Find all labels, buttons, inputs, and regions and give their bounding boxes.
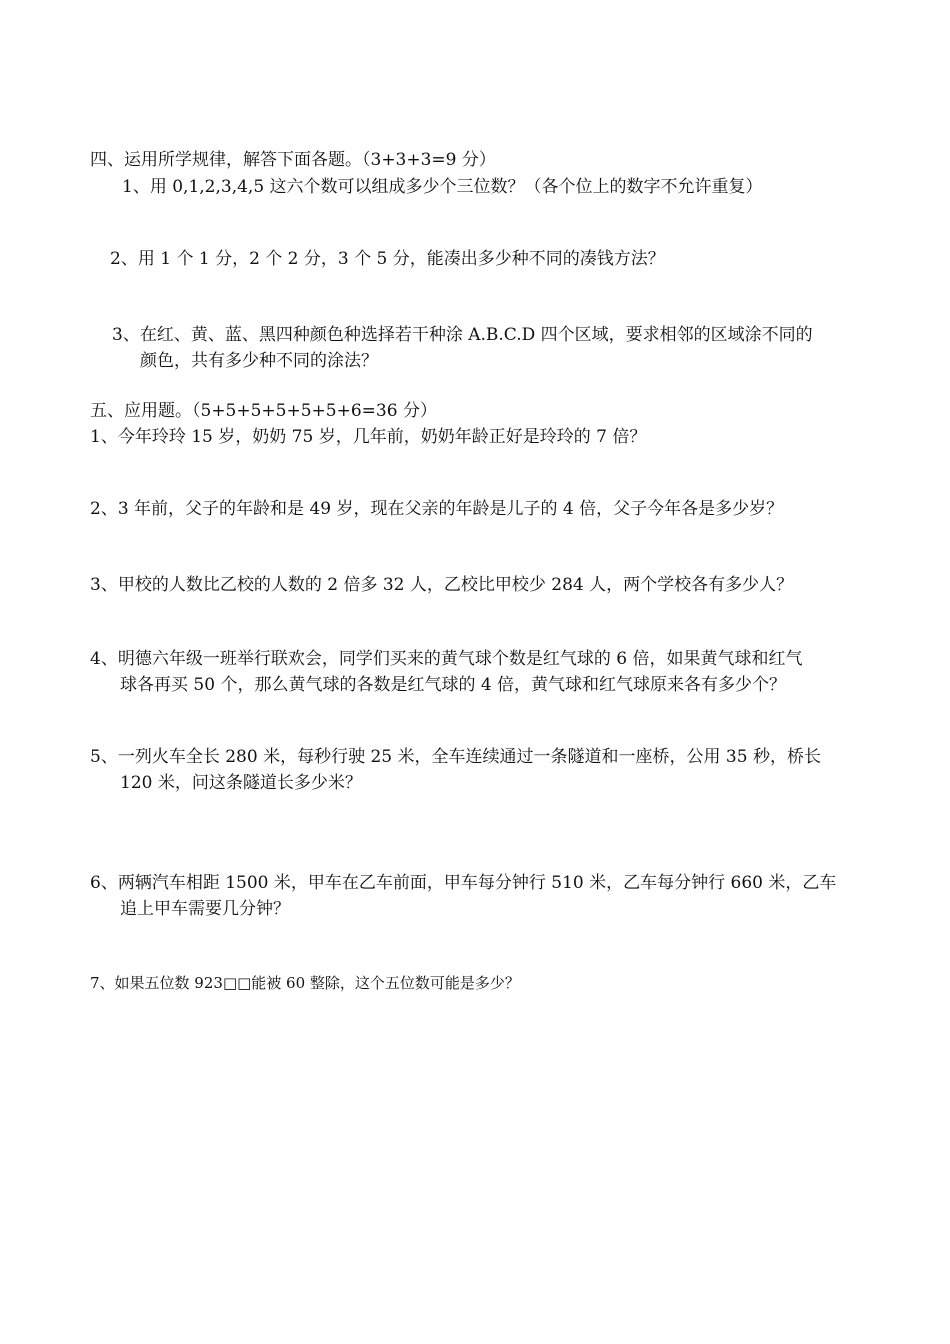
question-4-3-line2: 颜色，共有多少种不同的涂法？ [140, 351, 378, 371]
question-5-6-line1: 6、两辆汽车相距 1500 米，甲车在乙车前面，甲车每分钟行 510 米，乙车每分钟行 660 米，乙车 [90, 873, 837, 893]
question-5-7: 7、如果五位数 923□□能被 60 整除，这个五位数可能是多少？ [90, 974, 520, 992]
question-5-5-line2: 120 米，问这条隧道长多少米？ [120, 773, 362, 793]
question-4-2: 2、用 1 个 1 分，2 个 2 分，3 个 5 分，能凑出多少种不同的凑钱方法？ [110, 249, 665, 269]
section-5-heading: 五、应用题。（5+5+5+5+5+5+6=36 分） [90, 401, 437, 421]
question-4-1: 1、用 0,1,2,3,4,5 这六个数可以组成多少个三位数？（各个位上的数字不允许重复） [122, 177, 763, 197]
question-5-6-line2: 追上甲车需要几分钟？ [120, 899, 290, 919]
question-5-1: 1、今年玲玲 15 岁，奶奶 75 岁，几年前，奶奶年龄正好是玲玲的 7 倍？ [90, 427, 647, 447]
question-5-4-line2: 球各再买 50 个，那么黄气球的各数是红气球的 4 倍，黄气球和红气球原来各有多少个？ [120, 675, 787, 695]
section-4-heading: 四、运用所学规律，解答下面各题。（3+3+3=9 分） [90, 150, 496, 170]
question-5-5-line1: 5、一列火车全长 280 米，每秒行驶 25 米，全车连续通过一条隧道和一座桥，公用 35 秒，桥长 [90, 747, 821, 767]
question-5-4-line1: 4、明德六年级一班举行联欢会，同学们买来的黄气球个数是红气球的 6 倍，如果黄气球和红气 [90, 649, 803, 669]
question-5-3: 3、甲校的人数比乙校的人数的 2 倍多 32 人，乙校比甲校少 284 人，两个学校各有多少人？ [90, 575, 794, 595]
question-4-3-line1: 3、在红、黄、蓝、黑四种颜色种选择若干种涂 A.B.C.D 四个区域，要求相邻的区域涂不同的 [112, 325, 813, 345]
question-5-2: 2、3 年前，父子的年龄和是 49 岁，现在父亲的年龄是儿子的 4 倍，父子今年各是多少岁？ [90, 499, 784, 519]
